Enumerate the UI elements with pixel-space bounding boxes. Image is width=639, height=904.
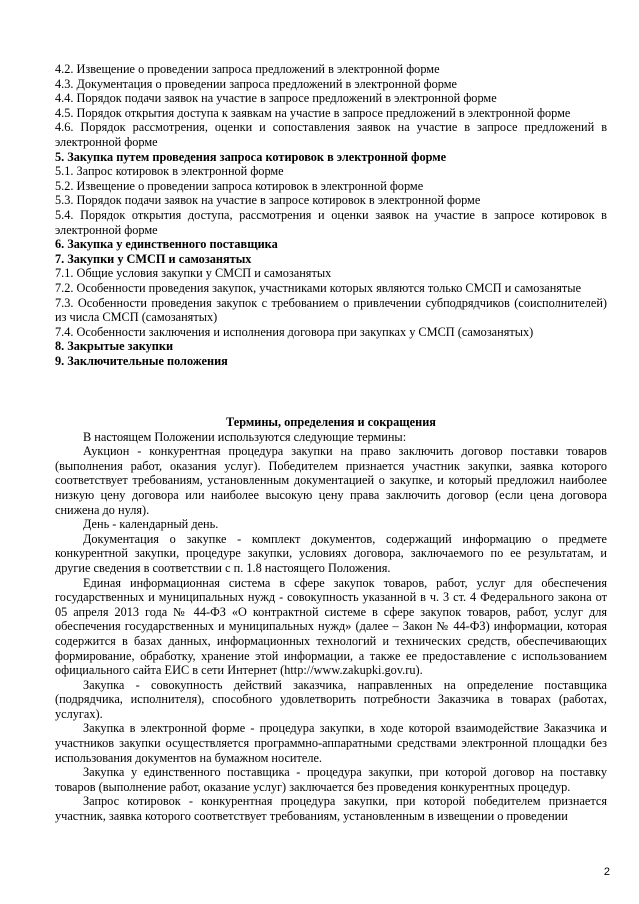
toc-section-heading: 5. Закупка путем проведения запроса котировок в электронной форме	[55, 149, 447, 164]
toc-item: 5.2. Извещение о проведении запроса котировок в электронной форме	[55, 178, 424, 193]
toc-item: 7.1. Общие условия закупки у СМСП и самозанятых	[55, 266, 332, 281]
terms-paragraph: Закупка в электронной форме - процедура закупки, в ходе которой взаимодействие Заказчика и участников закупки осуществляется программно-аппаратными средствами электронной площадки без использования документов на бумажном носителе.	[55, 721, 607, 765]
toc-item: 4.5. Порядок открытия доступа к заявкам на участие в запросе предложений в электронной форме	[55, 105, 571, 120]
toc-item: 4.3. Документация о проведении запроса предложений в электронной форме	[55, 76, 457, 91]
toc-item: 4.2. Извещение о проведении запроса предложений в электронной форме	[55, 62, 440, 76]
terms-paragraph: В настоящем Положении используются следующие термины:	[83, 429, 407, 444]
toc-item: 5.4. Порядок открытия доступа, рассмотрения и оценки заявок на участие в запросе котировок в электронной форме	[55, 207, 607, 237]
terms-heading: Термины, определения и сокращения	[226, 415, 436, 429]
toc-item: 7.4. Особенности заключения и исполнения договора при закупках у СМСП (самозанятых)	[55, 324, 534, 339]
toc-item: 7.2. Особенности проведения закупок, участниками которых являются только СМСП и самозанятые	[55, 280, 582, 295]
toc-section-heading: 7. Закупки у СМСП и самозанятых	[55, 251, 252, 266]
toc-item: 4.6. Порядок рассмотрения, оценки и сопоставления заявок на участие в запросе предложений в электронной форме	[55, 120, 607, 149]
toc-item: 5.1. Запрос котировок в электронной форме	[55, 164, 284, 179]
terms-paragraph: Закупка у единственного поставщика - процедура закупки, при которой договор на поставку товаров (выполнение работ, оказание услуг) заключается без проведения конкурентных процедур.	[55, 765, 607, 794]
toc-item: 5.3. Порядок подачи заявок на участие в запросе котировок в электронной форме	[55, 193, 481, 208]
toc-item: 4.4. Порядок подачи заявок на участие в запросе предложений в электронной форме	[55, 91, 497, 106]
table-of-contents	[55, 62, 607, 368]
terms-section	[55, 415, 607, 824]
toc-section-heading: 9. Заключительные положения	[55, 353, 228, 368]
terms-paragraph: Единая информационная система в сфере закупок товаров, работ, услуг для обеспечения государственных и муниципальных нужд - совокупность указанной в ч. 3 ст. 4 Федерального закона от 05 апреля 2013 года № 44-ФЗ «О контрактной системе в сфере закупок товаров, работ, услуг для обеспечения государственных и муниципальных нужд» (далее – Закон № 44-ФЗ) информации, которая содержится в базах данных, информационных технологий и технических средств, обеспечивающих формирование, обработку, хранение этой информации, а также ее предоставление с использованием официального сайта ЕИС в сети Интернет (http://www.zakupki.gov.ru).	[55, 575, 607, 678]
page-number: 2	[603, 866, 610, 878]
terms-paragraph: День - календарный день.	[83, 517, 219, 532]
terms-paragraph: Закупка - совокупность действий заказчика, направленных на определение поставщика (подрядчика, исполнителя), способного удовлетворить потребности Заказчика в товарах (работах, услугах).	[55, 677, 607, 721]
terms-paragraph: Запрос котировок - конкурентная процедура закупки, при которой победителем признается участник, заявка которого соответствует требованиям, установленным в извещении о проведении	[55, 794, 607, 824]
terms-paragraph: Документация о закупке - комплект документов, содержащий информацию о предмете конкурентной закупки, процедуре закупки, условиях договора, заключаемого по ее результатам, и другие сведения в соответствии с п. 1.8 настоящего Положения.	[55, 531, 607, 575]
toc-section-heading: 8. Закрытые закупки	[55, 339, 174, 354]
toc-section-heading: 6. Закупка у единственного поставщика	[55, 237, 278, 252]
toc-item: 7.3. Особенности проведения закупок с требованием о привлечении субподрядчиков (соисполнителей) из числа СМСП (самозанятых)	[55, 295, 607, 325]
terms-paragraph: Аукцион - конкурентная процедура закупки на право заключить договор поставки товаров (выполнения работ, оказания услуг). Победителем признается участник закупки, заявка которого соответствует требованиям, установленным документацией о закупке, и который предложил наиболее низкую цену договора или наиболее высокую цену права заключить договор (если цена договора снижена до нуля).	[55, 444, 607, 517]
